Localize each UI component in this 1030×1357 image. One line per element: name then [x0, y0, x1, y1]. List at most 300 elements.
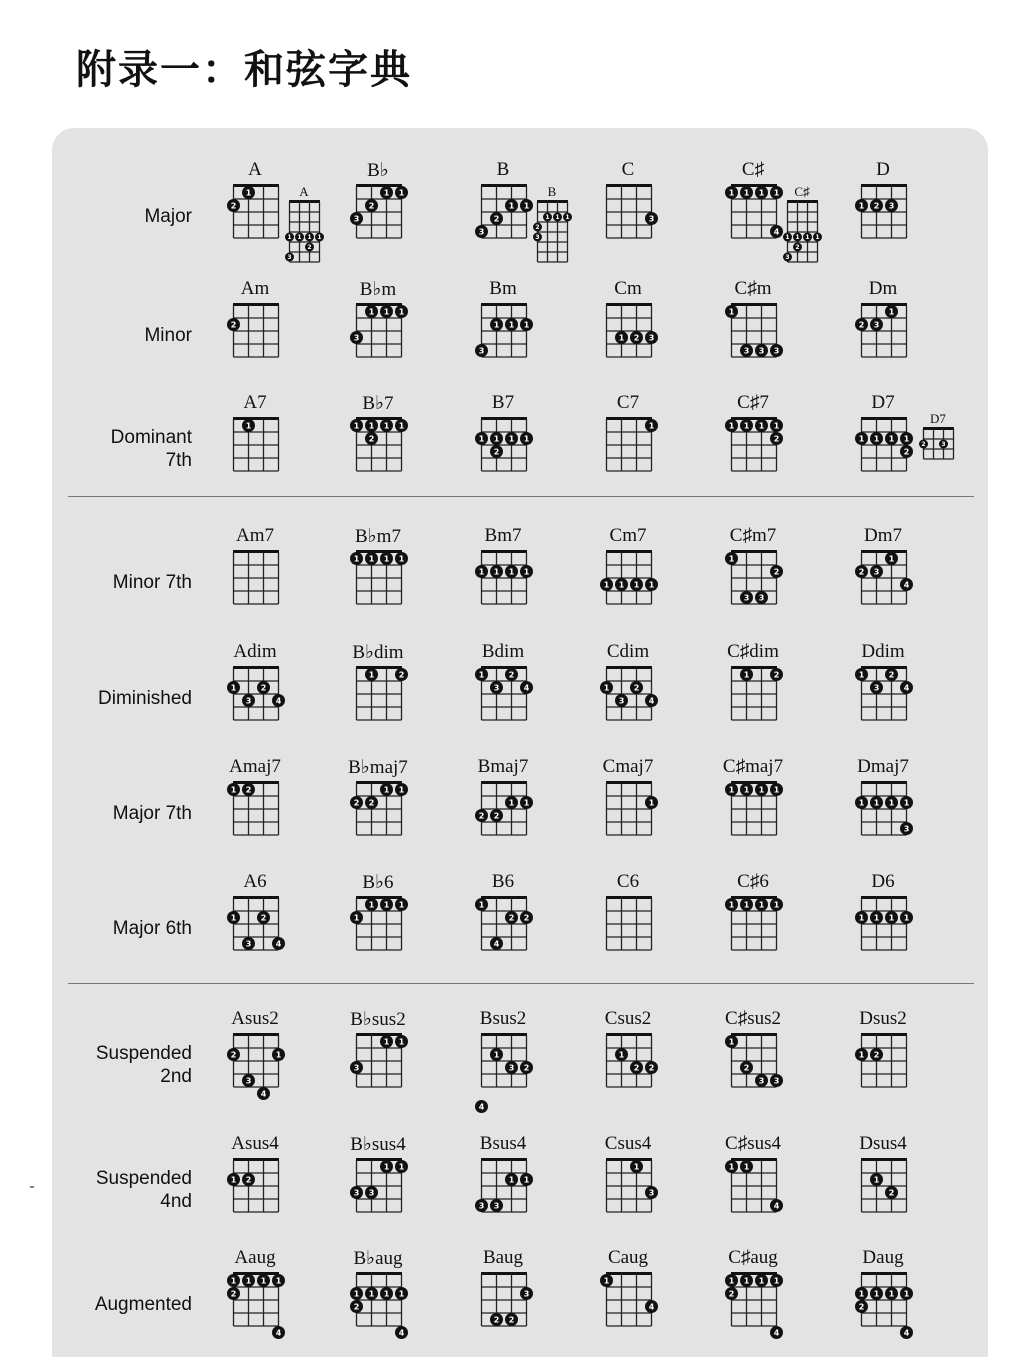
finger-number: 3: [873, 567, 879, 577]
finger-dot: [855, 1287, 868, 1300]
finger-number: 1: [603, 580, 609, 590]
chord-name: Dsus2: [859, 1008, 907, 1029]
finger-number: 1: [508, 434, 514, 444]
finger-number: 1: [398, 188, 404, 198]
chord-name: B6: [491, 871, 515, 892]
finger-number: 1: [493, 1050, 499, 1060]
finger-dot: [242, 1074, 255, 1087]
chord-diagram: [723, 665, 785, 736]
finger-number: 3: [618, 696, 624, 706]
finger-number: 1: [903, 1289, 909, 1299]
chord-name: Amaj7: [229, 756, 281, 777]
finger-number: 2: [368, 434, 374, 444]
finger-dot: [855, 1048, 868, 1061]
finger-dot: [645, 796, 658, 809]
chord-diagram: [225, 780, 287, 851]
nut: [731, 184, 777, 187]
chord-diagram: [853, 183, 915, 254]
finger-number: 3: [245, 1076, 251, 1086]
nut: [233, 896, 279, 899]
finger-dot: [395, 186, 408, 199]
chord-diagram: [225, 183, 287, 254]
finger-dot: [350, 1061, 363, 1074]
finger-number: 1: [814, 234, 820, 242]
nut: [731, 1033, 777, 1036]
chord-name: Adim: [233, 641, 277, 662]
finger-number: 1: [383, 554, 389, 564]
finger-number: 1: [398, 421, 404, 431]
finger-dot: [380, 783, 393, 796]
finger-number: 1: [858, 913, 864, 923]
chord-diagram: [723, 895, 785, 966]
finger-dot: [227, 199, 240, 212]
finger-dot: [395, 419, 408, 432]
finger-dot: [365, 668, 378, 681]
finger-number: 3: [478, 227, 484, 237]
finger-number: 2: [508, 1315, 514, 1325]
finger-dot: [855, 668, 868, 681]
finger-number: 1: [493, 320, 499, 330]
finger-dot: [365, 1287, 378, 1300]
nut: [233, 666, 279, 669]
finger-number: 1: [888, 1289, 894, 1299]
chord-name: C♯: [741, 159, 765, 180]
finger-number: 4: [773, 227, 779, 237]
finger-dot: [755, 344, 768, 357]
finger-dot: [900, 822, 913, 835]
nut: [861, 417, 907, 420]
finger-number: 1: [633, 580, 639, 590]
finger-dot: [793, 233, 802, 242]
chord-diagram: [348, 183, 410, 254]
chord-name: Bsus4: [479, 1133, 527, 1154]
chord-diagram: [723, 1157, 785, 1228]
chord-diagram: [225, 1157, 287, 1228]
finger-dot: [740, 898, 753, 911]
chord-name: D7: [871, 392, 895, 413]
finger-number: 1: [743, 900, 749, 910]
finger-number: 3: [534, 234, 540, 242]
finger-number: 2: [260, 913, 266, 923]
nut: [233, 1033, 279, 1036]
finger-dot: [885, 305, 898, 318]
finger-number: 3: [873, 683, 879, 693]
chord-diagram: [348, 549, 410, 620]
finger-number: 1: [564, 214, 570, 222]
finger-dot: [885, 1287, 898, 1300]
finger-dot: [295, 233, 304, 242]
finger-number: 2: [773, 567, 779, 577]
finger-dot: [783, 233, 792, 242]
nut: [861, 550, 907, 553]
finger-number: 1: [618, 1050, 624, 1060]
finger-number: 1: [230, 1175, 236, 1185]
chord-diagram: [853, 665, 915, 736]
finger-number: 4: [648, 696, 654, 706]
finger-number: 2: [633, 333, 639, 343]
finger-number: 1: [873, 1175, 879, 1185]
finger-number: 1: [728, 307, 734, 317]
finger-number: 2: [743, 1063, 749, 1073]
finger-dot: [242, 783, 255, 796]
chord-diagram: [723, 1271, 785, 1342]
finger-dot: [242, 1173, 255, 1186]
finger-dot: [365, 432, 378, 445]
finger-number: 1: [523, 434, 529, 444]
finger-number: 3: [648, 333, 654, 343]
finger-dot: [770, 186, 783, 199]
finger-dot: [725, 305, 738, 318]
finger-number: 1: [618, 580, 624, 590]
finger-dot: [793, 243, 802, 252]
chord-diagram: [348, 895, 410, 966]
finger-dot: [755, 186, 768, 199]
finger-number: 3: [773, 346, 779, 356]
finger-number: 2: [230, 1289, 236, 1299]
finger-number: 4: [493, 939, 499, 949]
finger-dot: [885, 552, 898, 565]
finger-dot: [900, 1287, 913, 1300]
finger-number: 4: [648, 1302, 654, 1312]
finger-number: 1: [603, 1276, 609, 1286]
nut: [481, 1033, 527, 1036]
finger-number: 1: [493, 434, 499, 444]
finger-dot: [770, 565, 783, 578]
stray-mark: [30, 1186, 34, 1188]
finger-dot: [615, 694, 628, 707]
finger-number: 2: [523, 913, 529, 923]
chord-diagram: [781, 199, 824, 274]
finger-number: 1: [758, 188, 764, 198]
chord-diagram: [598, 1271, 660, 1342]
finger-dot: [490, 1313, 503, 1326]
finger-number: 1: [478, 670, 484, 680]
nut: [731, 303, 777, 306]
finger-dot: [475, 432, 488, 445]
finger-number: 1: [743, 1162, 749, 1172]
finger-number: 1: [773, 900, 779, 910]
chord-name: Dsus4: [859, 1133, 907, 1154]
finger-dot: [725, 419, 738, 432]
finger-number: 2: [773, 434, 779, 444]
finger-number: 1: [728, 421, 734, 431]
chord-diagram: [473, 780, 535, 851]
finger-dot: [855, 432, 868, 445]
nut: [289, 200, 320, 203]
finger-dot: [870, 796, 883, 809]
chord-diagram: [598, 665, 660, 736]
row-label: [70, 687, 192, 710]
finger-number: 1: [383, 1289, 389, 1299]
nut: [356, 781, 402, 784]
finger-number: 1: [508, 201, 514, 211]
row-label-line: Augmented: [94, 1293, 192, 1315]
finger-number: 1: [245, 421, 251, 431]
nut: [537, 200, 568, 203]
finger-dot: [855, 318, 868, 331]
finger-number: 3: [353, 214, 359, 224]
nut: [731, 550, 777, 553]
finger-dot: [740, 419, 753, 432]
finger-number: 1: [603, 683, 609, 693]
finger-number: 2: [368, 201, 374, 211]
finger-number: 3: [353, 1188, 359, 1198]
nut: [356, 896, 402, 899]
chord-diagram: [348, 302, 410, 373]
chord-diagram: [225, 1032, 287, 1103]
nut: [861, 1272, 907, 1275]
finger-dot: [870, 199, 883, 212]
finger-number: 1: [794, 234, 800, 242]
finger-number: 1: [286, 234, 292, 242]
row-label: [70, 917, 192, 940]
finger-number: 1: [743, 421, 749, 431]
finger-number: 1: [903, 913, 909, 923]
finger-dot: [395, 1326, 408, 1339]
finger-number: 1: [368, 1289, 374, 1299]
nut: [731, 417, 777, 420]
finger-dot: [257, 1087, 270, 1100]
finger-dot: [305, 243, 314, 252]
chord-diagram: [723, 416, 785, 487]
finger-number: 3: [758, 593, 764, 603]
finger-dot: [615, 1048, 628, 1061]
finger-number: 1: [508, 320, 514, 330]
finger-dot: [885, 1186, 898, 1199]
finger-dot: [272, 694, 285, 707]
finger-number: 1: [478, 434, 484, 444]
chord-name: D6: [871, 871, 895, 892]
finger-dot: [242, 419, 255, 432]
chord-name: Am: [240, 278, 270, 299]
chord-diagram: [723, 1032, 785, 1103]
finger-number: 1: [353, 554, 359, 564]
nut: [861, 1158, 907, 1161]
nut: [481, 303, 527, 306]
finger-dot: [755, 898, 768, 911]
chord-name: C♯m7: [729, 525, 777, 546]
finger-dot: [600, 1274, 613, 1287]
finger-number: 4: [260, 1089, 266, 1099]
chord-name: Bsus2: [479, 1008, 527, 1029]
finger-dot: [755, 419, 768, 432]
finger-dot: [725, 1160, 738, 1173]
row-label-line: Major 7th: [112, 802, 192, 824]
chord-diagram: [853, 549, 915, 620]
chord-name: B♭aug: [353, 1248, 403, 1269]
finger-dot: [855, 199, 868, 212]
finger-number: 3: [784, 254, 790, 262]
chord-diagram: [348, 1271, 410, 1342]
finger-dot: [520, 1287, 533, 1300]
nut: [731, 1158, 777, 1161]
chord-diagram: [598, 895, 660, 966]
finger-dot: [755, 783, 768, 796]
finger-dot: [505, 318, 518, 331]
finger-number: 1: [743, 785, 749, 795]
finger-dot: [380, 186, 393, 199]
nut: [356, 666, 402, 669]
finger-dot: [600, 578, 613, 591]
finger-number: 1: [383, 900, 389, 910]
finger-dot: [900, 1326, 913, 1339]
finger-number: 1: [728, 554, 734, 564]
finger-dot: [395, 668, 408, 681]
finger-dot: [227, 318, 240, 331]
chord-name: Bmaj7: [477, 756, 529, 777]
nut: [731, 781, 777, 784]
finger-number: 1: [296, 234, 302, 242]
chord-diagram: [598, 302, 660, 373]
nut: [481, 550, 527, 553]
finger-dot: [630, 1160, 643, 1173]
finger-number: 1: [230, 683, 236, 693]
finger-number: 1: [353, 421, 359, 431]
chord-diagram: [473, 665, 535, 736]
finger-dot: [490, 432, 503, 445]
finger-dot: [505, 668, 518, 681]
finger-dot: [350, 1300, 363, 1313]
finger-number: 4: [523, 683, 529, 693]
finger-dot: [740, 1274, 753, 1287]
finger-number: 2: [493, 214, 499, 224]
finger-number: 1: [728, 1162, 734, 1172]
finger-dot: [770, 668, 783, 681]
finger-number: 1: [888, 913, 894, 923]
finger-dot: [227, 1048, 240, 1061]
finger-dot: [505, 432, 518, 445]
finger-number: 4: [275, 939, 281, 949]
finger-dot: [380, 419, 393, 432]
finger-dot: [870, 681, 883, 694]
finger-dot: [490, 318, 503, 331]
finger-number: 1: [858, 201, 864, 211]
finger-number: 3: [758, 346, 764, 356]
finger-number: 1: [544, 214, 550, 222]
finger-dot: [227, 911, 240, 924]
chord-name: C7: [616, 392, 640, 413]
alt-chord-name: C♯: [794, 184, 810, 199]
chord-diagram: [348, 665, 410, 736]
finger-dot: [645, 419, 658, 432]
finger-dot: [615, 331, 628, 344]
finger-dot: [227, 681, 240, 694]
row-label: [70, 205, 192, 228]
finger-number: 1: [523, 798, 529, 808]
finger-number: 1: [368, 554, 374, 564]
finger-dot: [563, 213, 572, 222]
chord-name: B♭m7: [355, 526, 401, 547]
nut: [731, 1272, 777, 1275]
finger-dot: [365, 419, 378, 432]
finger-dot: [740, 783, 753, 796]
finger-dot: [475, 898, 488, 911]
chord-name: Cm7: [609, 525, 647, 546]
finger-number: 1: [523, 201, 529, 211]
chord-diagram: [598, 183, 660, 254]
finger-dot: [770, 783, 783, 796]
finger-number: 2: [245, 1175, 251, 1185]
finger-number: 1: [873, 913, 879, 923]
finger-dot: [395, 1287, 408, 1300]
finger-dot: [520, 796, 533, 809]
finger-dot: [475, 344, 488, 357]
finger-number: 1: [383, 1037, 389, 1047]
finger-number: 1: [275, 1276, 281, 1286]
alt-chord-name: A: [299, 184, 309, 199]
nut: [481, 781, 527, 784]
finger-dot: [900, 911, 913, 924]
finger-number: 2: [888, 1188, 894, 1198]
finger-dot: [885, 432, 898, 445]
chord-diagram: [473, 549, 535, 620]
nut: [356, 184, 402, 187]
finger-dot: [350, 1186, 363, 1199]
finger-dot: [272, 1274, 285, 1287]
row-label-line: Diminished: [98, 687, 192, 709]
finger-dot: [380, 1035, 393, 1048]
finger-dot: [257, 681, 270, 694]
finger-number: 1: [903, 434, 909, 444]
chord-name: B♭m: [359, 279, 397, 300]
finger-dot: [885, 199, 898, 212]
chord-name: A7: [243, 392, 267, 413]
finger-number: 1: [398, 1162, 404, 1172]
finger-number: 1: [398, 1289, 404, 1299]
finger-number: 1: [858, 670, 864, 680]
finger-number: 4: [398, 1328, 404, 1338]
finger-dot: [645, 1061, 658, 1074]
chord-name: C♯m: [734, 278, 772, 299]
chord-name: Dm: [868, 278, 898, 299]
finger-dot: [900, 681, 913, 694]
finger-number: 1: [383, 1162, 389, 1172]
finger-number: 2: [230, 201, 236, 211]
finger-number: 2: [728, 1289, 734, 1299]
finger-dot: [630, 1061, 643, 1074]
chord-diagram: [853, 780, 915, 851]
finger-number: 1: [368, 900, 374, 910]
row-label: [70, 1167, 192, 1213]
finger-dot: [520, 1061, 533, 1074]
finger-number: 1: [858, 434, 864, 444]
finger-dot: [725, 1274, 738, 1287]
row-label: [70, 426, 192, 472]
finger-dot: [870, 1287, 883, 1300]
finger-dot: [365, 1186, 378, 1199]
finger-number: 1: [398, 785, 404, 795]
finger-dot: [490, 1199, 503, 1212]
chord-name: C♯7: [737, 392, 769, 413]
finger-dot: [475, 668, 488, 681]
finger-number: 1: [398, 1037, 404, 1047]
finger-number: 1: [316, 234, 322, 242]
finger-dot: [630, 681, 643, 694]
finger-number: 1: [245, 188, 251, 198]
chord-diagram: [853, 1271, 915, 1342]
finger-number: 3: [758, 1076, 764, 1086]
chord-diagram: [348, 1157, 410, 1228]
finger-number: 2: [508, 913, 514, 923]
finger-number: 1: [508, 798, 514, 808]
finger-number: 2: [633, 1063, 639, 1073]
finger-number: 2: [888, 670, 894, 680]
finger-number: 1: [888, 307, 894, 317]
chord-diagram: [473, 1032, 535, 1112]
finger-dot: [533, 233, 542, 242]
chord-diagram: [225, 302, 287, 373]
finger-dot: [770, 1074, 783, 1087]
